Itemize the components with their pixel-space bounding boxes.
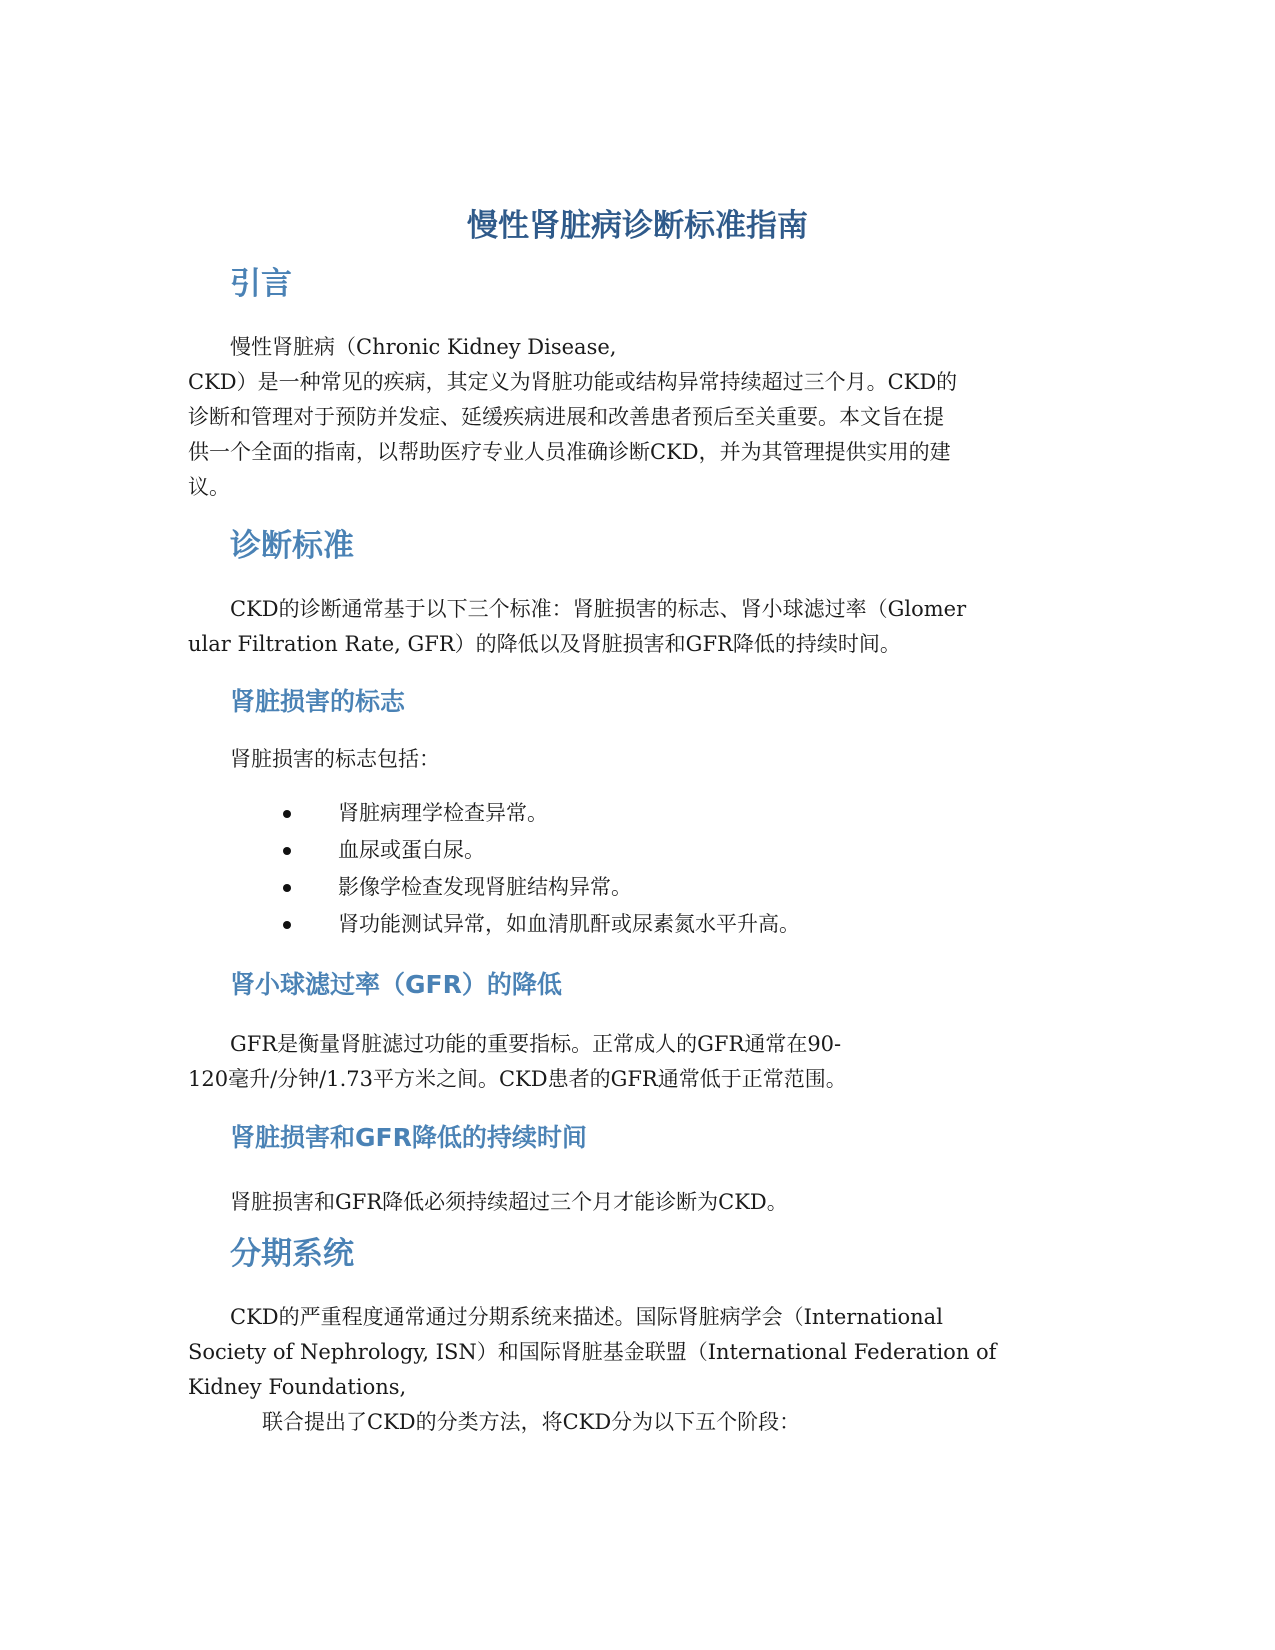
heading-kidney-damage-markers: 肾脏损害的标志 bbox=[230, 687, 406, 716]
bullet-icon bbox=[283, 847, 291, 855]
heading-gfr: 肾小球滤过率（GFR）的降低 bbox=[230, 970, 562, 999]
list-item-text: 肾脏病理学检查异常。 bbox=[338, 801, 548, 825]
duration-paragraph bbox=[188, 1185, 1088, 1220]
document-title: 慢性肾脏病诊断标准指南 bbox=[467, 208, 808, 244]
bullet-icon bbox=[283, 810, 291, 818]
text-line: CKD的诊断通常基于以下三个标准：肾脏损害的标志、肾小球滤过率（Glomer bbox=[230, 597, 967, 621]
text-line: 肾脏损害和GFR降低必须持续超过三个月才能诊断为CKD。 bbox=[230, 1190, 788, 1214]
text-line: GFR是衡量肾脏滤过功能的重要指标。正常成人的GFR通常在90- bbox=[230, 1032, 842, 1056]
heading-intro: 引言 bbox=[230, 266, 292, 302]
bullet-icon bbox=[283, 884, 291, 892]
text-line: 慢性肾脏病（Chronic Kidney Disease, bbox=[230, 335, 617, 359]
list-item-text: 血尿或蛋白尿。 bbox=[338, 838, 485, 862]
heading-duration: 肾脏损害和GFR降低的持续时间 bbox=[230, 1123, 587, 1152]
bullet-icon bbox=[283, 921, 291, 929]
list-item bbox=[188, 906, 800, 943]
gfr-paragraph bbox=[188, 1027, 1088, 1097]
list-item bbox=[188, 869, 800, 906]
text-line: 联合提出了CKD的分类方法，将CKD分为以下五个阶段： bbox=[262, 1410, 801, 1434]
list-item bbox=[188, 795, 800, 832]
text-line: Kidney Foundations, bbox=[188, 1375, 407, 1399]
text-line: CKD）是一种常见的疾病，其定义为肾脏功能或结构异常持续超过三个月。CKD的 bbox=[188, 370, 958, 394]
text-line: 诊断和管理对于预防并发症、延缓疾病进展和改善患者预后至关重要。本文旨在提 bbox=[188, 405, 944, 429]
diagnosis-paragraph bbox=[188, 592, 1088, 662]
text-line: 议。 bbox=[188, 475, 230, 499]
text-line: CKD的严重程度通常通过分期系统来描述。国际肾脏病学会（International bbox=[230, 1305, 943, 1329]
text-line: 120毫升/分钟/1.73平方米之间。CKD患者的GFR通常低于正常范围。 bbox=[188, 1067, 847, 1091]
text-line: 供一个全面的指南，以帮助医疗专业人员准确诊断CKD，并为其管理提供实用的建 bbox=[188, 440, 951, 464]
markers-list bbox=[188, 795, 800, 943]
heading-staging: 分期系统 bbox=[230, 1236, 354, 1272]
markers-intro bbox=[188, 742, 1088, 777]
text-line: ular Filtration Rate, GFR）的降低以及肾脏损害和GFR降低的持续时间。 bbox=[188, 632, 901, 656]
text-line: Society of Nephrology, ISN）和国际肾脏基金联盟（International Federation of bbox=[188, 1340, 997, 1364]
text-line: 肾脏损害的标志包括： bbox=[230, 747, 440, 771]
intro-paragraph bbox=[188, 330, 1088, 505]
heading-diagnosis: 诊断标准 bbox=[230, 528, 354, 564]
list-item-text: 肾功能测试异常，如血清肌酐或尿素氮水平升高。 bbox=[338, 912, 800, 936]
staging-paragraph bbox=[188, 1300, 1088, 1440]
list-item bbox=[188, 832, 800, 869]
list-item-text: 影像学检查发现肾脏结构异常。 bbox=[338, 875, 632, 899]
